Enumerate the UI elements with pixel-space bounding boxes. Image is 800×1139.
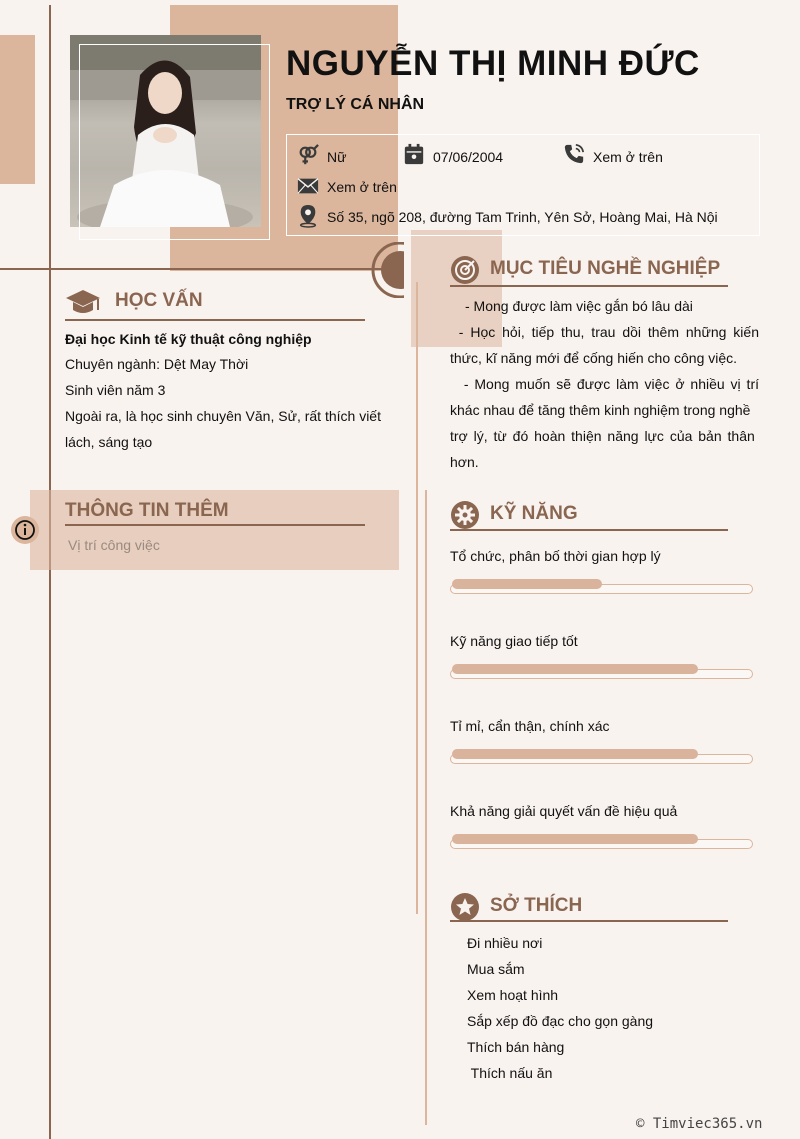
gear-icon — [450, 500, 480, 530]
skill-label-1: Tổ chức, phân bố thời gian hợp lý — [450, 548, 661, 564]
email-value: Xem ở trên — [327, 179, 397, 195]
more-info-rule — [65, 524, 365, 526]
hobbies-rule — [450, 920, 728, 922]
hobby-item-3: Xem hoạt hình — [467, 987, 559, 1003]
center-divider-lower — [425, 490, 427, 1125]
job-title: TRỢ LÝ CÁ NHÂN — [286, 96, 425, 113]
dob-value: 07/06/2004 — [433, 149, 504, 165]
info-icon — [10, 515, 40, 545]
skill-bar-fill-2 — [452, 664, 698, 674]
hobby-item-5: Thích bán hàng — [467, 1039, 565, 1055]
objective-line-7: hơn. — [450, 454, 479, 470]
skill-label-3: Tỉ mỉ, cẩn thận, chính xác — [450, 718, 610, 734]
calendar-icon — [403, 143, 425, 165]
education-rule — [65, 319, 365, 321]
major: Chuyên ngành: Dệt May Thời — [65, 356, 249, 372]
education-title: HỌC VẤN — [115, 290, 203, 311]
photo-frame — [79, 44, 270, 240]
header-divider-line — [0, 268, 400, 270]
skill-label-4: Khả năng giải quyết vấn đề hiệu quả — [450, 803, 678, 819]
objective-line-1: - Mong được làm việc gắn bó lâu dài — [465, 298, 693, 314]
email-icon — [297, 177, 319, 195]
location-icon — [297, 204, 319, 228]
hobby-item-2: Mua sắm — [467, 961, 525, 977]
left-vertical-line — [49, 5, 51, 1139]
hobby-item-1: Đi nhiều nơi — [467, 935, 543, 951]
education-extra-1: Ngoài ra, là học sinh chuyên Văn, Sử, rất thích viết — [65, 408, 381, 424]
phone-icon — [563, 143, 585, 165]
target-icon — [450, 255, 480, 285]
gender-icon — [297, 144, 319, 166]
more-info-title: THÔNG TIN THÊM — [65, 500, 229, 521]
footer-copyright: © Timviec365.vn — [636, 1116, 763, 1132]
skills-title: KỸ NĂNG — [490, 503, 578, 524]
circle-marker — [364, 242, 404, 298]
center-divider-upper — [416, 282, 418, 914]
objective-line-3: thức, kĩ năng mới để cống hiến cho công việc. — [450, 350, 738, 366]
star-icon — [450, 892, 480, 922]
phone-value: Xem ở trên — [593, 149, 663, 165]
objective-line-4: - Mong muốn sẽ được làm việc ở nhiều vị trí — [463, 376, 759, 392]
hobbies-title: SỞ THÍCH — [490, 895, 583, 916]
skill-bar-fill-1 — [452, 579, 602, 589]
education-extra-2: lách, sáng tạo — [65, 434, 153, 450]
skill-bar-fill-4 — [452, 834, 698, 844]
hobby-item-6: Thích nấu ăn — [467, 1065, 553, 1081]
skill-label-2: Kỹ năng giao tiếp tốt — [450, 633, 578, 649]
objective-title: MỤC TIÊU NGHỀ NGHIỆP — [490, 258, 721, 279]
candidate-name: NGUYỄN THỊ MINH ĐỨC — [286, 44, 700, 83]
study-year: Sinh viên năm 3 — [65, 382, 166, 398]
objective-line-6: trợ lý, từ đó hoàn thiện năng lực của bản thân — [450, 428, 755, 444]
job-position-placeholder[interactable]: Vị trí công việc — [68, 537, 160, 553]
objective-rule — [450, 285, 728, 287]
address-value: Số 35, ngõ 208, đường Tam Trinh, Yên Sở, Hoàng Mai, Hà Nội — [327, 209, 718, 225]
gender-value: Nữ — [327, 149, 347, 165]
skill-bar-fill-3 — [452, 749, 698, 759]
objective-line-5: khác nhau để tăng thêm kinh nghiệm trong nghề — [450, 402, 751, 418]
hobby-item-4: Sắp xếp đồ đạc cho gọn gàng — [467, 1013, 654, 1029]
school-name: Đại học Kinh tế kỹ thuật công nghiệp — [65, 331, 312, 347]
graduation-cap-icon — [65, 288, 101, 316]
objective-line-2: - Học hỏi, tiếp thu, trau dồi thêm những kiến — [458, 324, 759, 340]
left-accent-block — [0, 35, 35, 184]
skills-rule — [450, 529, 728, 531]
